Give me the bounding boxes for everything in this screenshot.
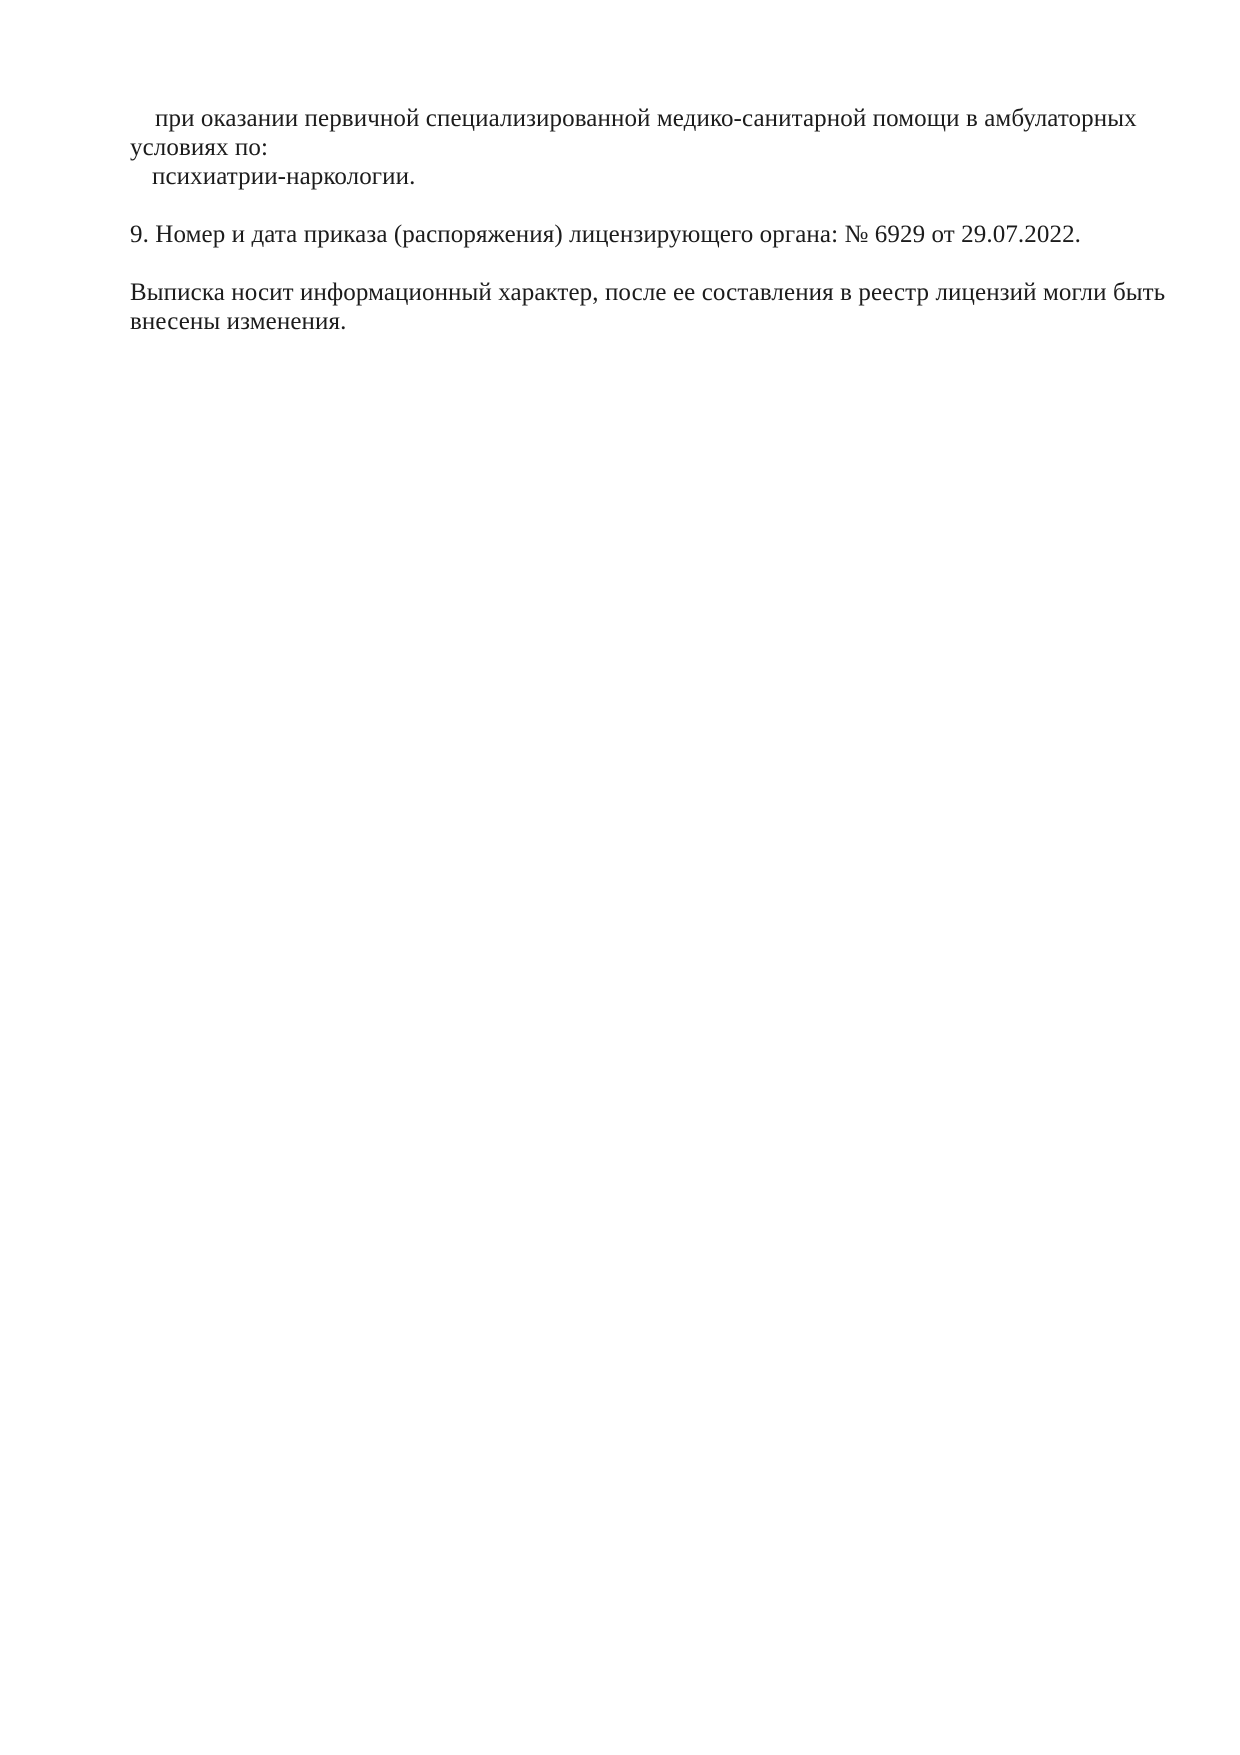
activity-conditions-line-1: при оказании первичной специализированной медико-санитарной помощи в амбулаторных [155,105,1137,132]
activity-conditions-line-2: условиях по: [130,134,269,161]
order-number-and-date: 9. Номер и дата приказа (распоряжения) лицензирующего органа: № 6929 от 29.07.2022. [130,221,1082,248]
blank-line-2 [130,249,1210,278]
informational-note-line-2: внесены изменения. [130,308,347,335]
activity-specialty: психиатрии-наркологии. [152,163,416,190]
document-body [130,104,1210,336]
informational-note-line-1: Выписка носит информационный характер, после ее составления в реестр лицензий могли быть [130,279,1166,306]
blank-line-1 [130,191,1210,220]
